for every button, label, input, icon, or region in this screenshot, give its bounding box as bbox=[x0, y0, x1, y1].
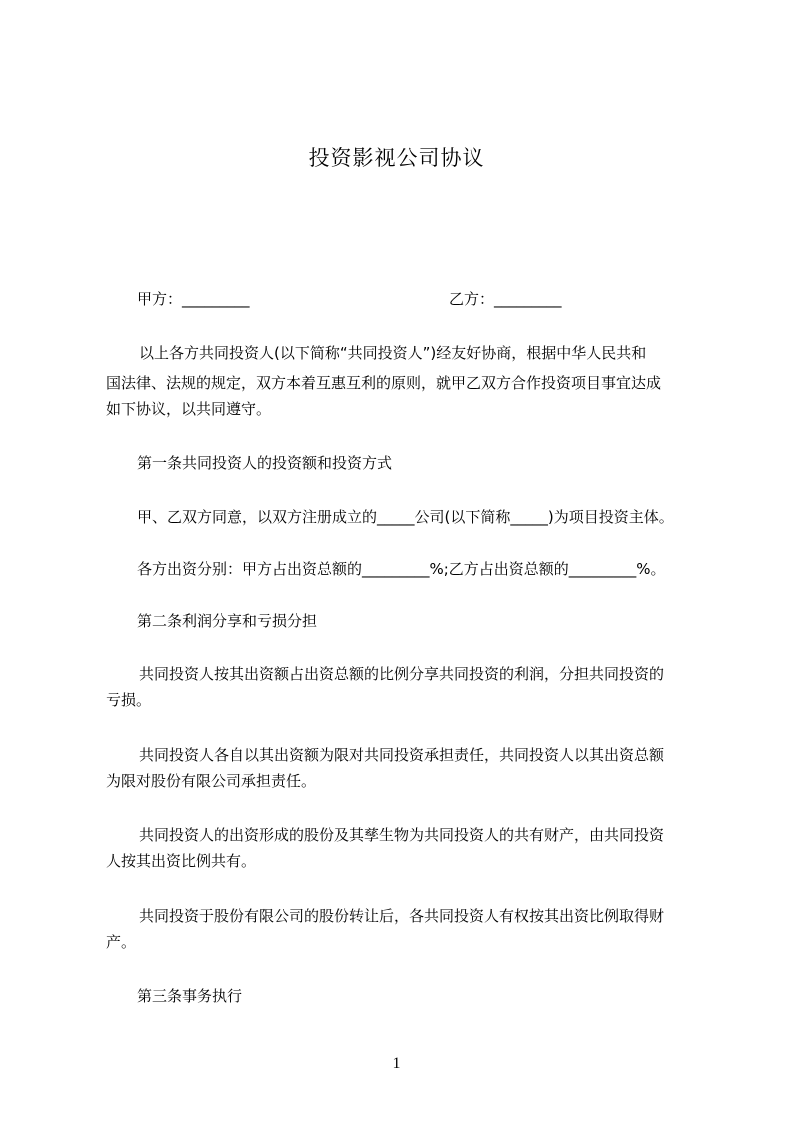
article-2-heading: 第二条利润分享和亏损分担 bbox=[137, 612, 318, 630]
party-a-field: 甲方：_________ bbox=[137, 290, 250, 308]
article-2-paragraph-4-line-1: 共同投资于股份有限公司的股份转让后，各共同投资人有权按其出资比例取得财 bbox=[139, 907, 665, 925]
article-2-paragraph-3-line-2: 人按其出资比例共有。 bbox=[106, 852, 257, 870]
article-2-paragraph-2-line-2: 为限对股份有限公司承担责任。 bbox=[106, 772, 317, 790]
party-b-field: 乙方：_________ bbox=[449, 290, 562, 308]
article-1-heading: 第一条共同投资人的投资额和投资方式 bbox=[137, 454, 393, 472]
intro-line-1: 以上各方共同投资人(以下简称“共同投资人”)经友好协商，根据中华人民共和 bbox=[139, 344, 647, 362]
article-1-paragraph-1: 甲、乙双方同意，以双方注册成立的_____公司(以下简称_____)为项目投资主体。 bbox=[137, 508, 674, 526]
article-2-paragraph-1-line-1: 共同投资人按其出资额占出资总额的比例分享共同投资的利润，分担共同投资的 bbox=[139, 665, 665, 683]
article-2-paragraph-3-line-1: 共同投资人的出资形成的股份及其孳生物为共同投资人的共有财产，由共同投资 bbox=[139, 826, 665, 844]
article-2-paragraph-1-line-2: 亏损。 bbox=[106, 691, 152, 709]
article-1-paragraph-2: 各方出资分别：甲方占出资总额的_________%;乙方占出资总额的_________%。 bbox=[137, 560, 666, 578]
intro-line-3: 如下协议，以共同遵守。 bbox=[106, 400, 272, 418]
document-title: 投资影视公司协议 bbox=[308, 146, 485, 170]
page-number: 1 bbox=[392, 1055, 401, 1072]
article-2-paragraph-2-line-1: 共同投资人各自以其出资额为限对共同投资承担责任，共同投资人以其出资总额 bbox=[139, 746, 665, 764]
intro-line-2: 国法律、法规的规定，双方本着互惠互利的原则，就甲乙双方合作投资项目事宜达成 bbox=[106, 374, 662, 392]
article-2-paragraph-4-line-2: 产。 bbox=[106, 933, 137, 951]
article-3-heading: 第三条事务执行 bbox=[137, 987, 243, 1005]
